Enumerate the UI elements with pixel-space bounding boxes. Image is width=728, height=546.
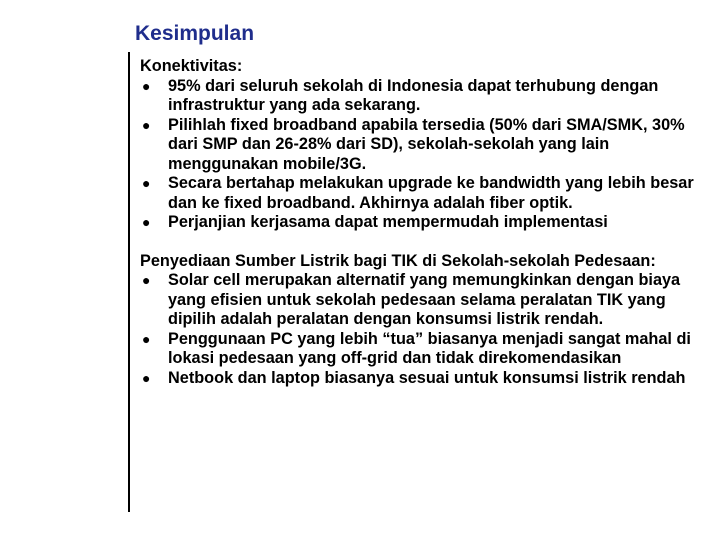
- bullet-text: Penggunaan PC yang lebih “tua” biasanya menjadi sangat mahal di lokasi pedesaan yang off-grid dan tidak direkomendasikan: [168, 329, 691, 367]
- bullet-item: [140, 116, 700, 175]
- slide-body: [140, 57, 700, 388]
- bullet-item: [140, 174, 700, 213]
- bullet-text: Secara bertahap melakukan upgrade ke bandwidth yang lebih besar dan ke fixed broadband. Akhirnya adalah fiber optik.: [168, 174, 694, 212]
- bullet-text: Solar cell merupakan alternatif yang memungkinkan dengan biaya yang efisien untuk sekolah pedesaan selama peralatan TIK yang dipilih adalah peralatan dengan konsumsi listrik rendah.: [168, 271, 681, 328]
- section-heading-power: Penyediaan Sumber Listrik bagi TIK di Sekolah-sekolah Pedesaan:: [140, 251, 656, 270]
- bullet-icon: ●: [142, 330, 151, 347]
- bullet-icon: ●: [142, 175, 151, 191]
- bullet-icon: ●: [142, 369, 151, 386]
- bullet-item: [140, 369, 700, 389]
- bullet-list-connectivity: [140, 77, 700, 233]
- slide-title: Kesimpulan: [135, 22, 255, 45]
- bullet-icon: ●: [142, 77, 151, 94]
- bullet-text: Pilihlah fixed broadband apabila tersedia (50% dari SMA/SMK, 30% dari SMP dan 26-28% dari SD), sekolah-sekolah yang lain menggunakan mobile/3G.: [168, 115, 685, 173]
- bullet-icon: ●: [142, 214, 151, 230]
- bullet-text: Netbook dan laptop biasanya sesuai untuk konsumsi listrik rendah: [168, 368, 686, 387]
- vertical-rule: [128, 52, 130, 512]
- bullet-item: [140, 271, 700, 330]
- bullet-item: [140, 77, 700, 116]
- bullet-text: Perjanjian kerjasama dapat mempermudah implementasi: [168, 213, 608, 231]
- bullet-item: [140, 330, 700, 369]
- bullet-text: 95% dari seluruh sekolah di Indonesia dapat terhubung dengan infrastruktur yang ada sekarang.: [168, 76, 659, 114]
- bullet-list-power: [140, 271, 700, 388]
- bullet-icon: ●: [142, 272, 151, 288]
- section-heading-connectivity: Konektivitas:: [140, 57, 243, 75]
- bullet-item: [140, 213, 700, 233]
- bullet-icon: ●: [142, 116, 151, 133]
